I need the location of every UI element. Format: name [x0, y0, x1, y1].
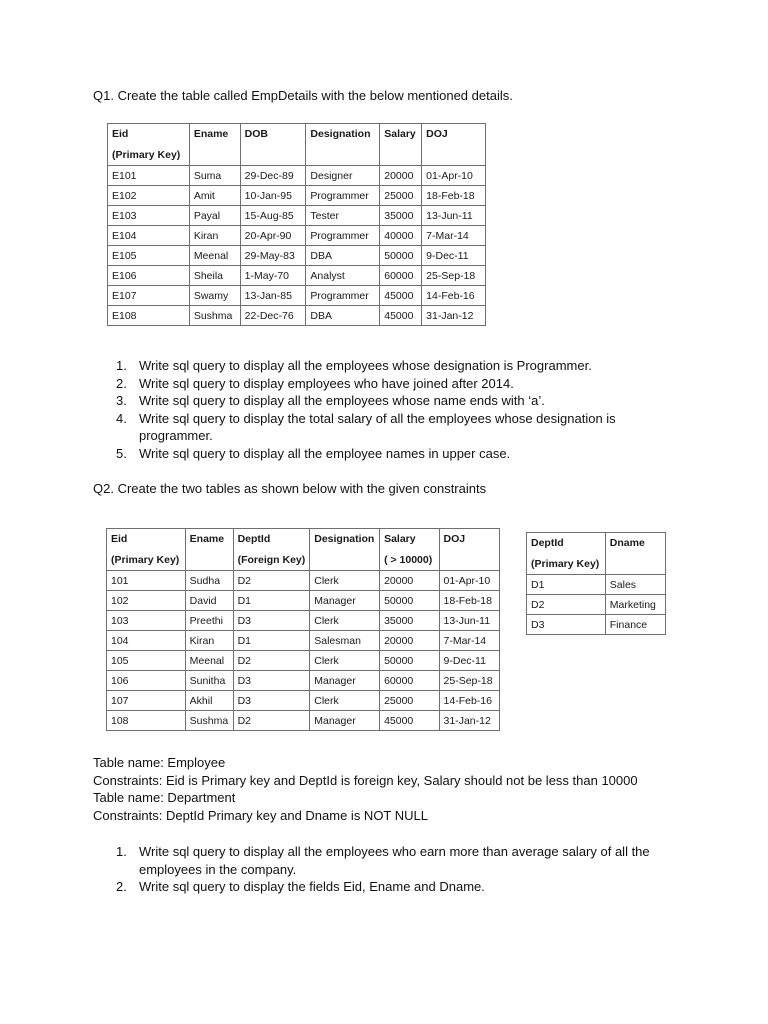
column-header: Designation [306, 124, 380, 145]
table-cell: DBA [306, 306, 380, 326]
table-cell: Clerk [310, 571, 380, 591]
table-cell: DBA [306, 246, 380, 266]
table-cell: Clerk [310, 611, 380, 631]
table-cell: Sunitha [185, 671, 233, 691]
table-cell: 01-Apr-10 [422, 166, 486, 186]
table-row [108, 286, 486, 306]
table-cell: D1 [527, 575, 606, 595]
list-item [93, 392, 653, 410]
column-header: Dname [605, 533, 665, 554]
column-header: DeptId [527, 533, 606, 554]
table-cell: 29-May-83 [240, 246, 306, 266]
table-cell: 20000 [380, 571, 439, 591]
table-cell: 14-Feb-16 [439, 691, 499, 711]
list-number: 2. [116, 879, 127, 895]
table-cell: D3 [527, 615, 606, 635]
table-cell: Marketing [605, 595, 665, 615]
list-number: 5. [116, 445, 127, 461]
table-cell: Akhil [185, 691, 233, 711]
table-cell: 25000 [380, 691, 439, 711]
constraint-line: Constraints: Eid is Primary key and DeptId is foreign key, Salary should not be less than 10000 [93, 773, 638, 788]
column-subheader [422, 145, 486, 166]
table-row [108, 206, 486, 226]
table-cell: Programmer [306, 186, 380, 206]
q2-heading: Q2. Create the two tables as shown below with the given constraints [93, 481, 487, 496]
table-row [108, 186, 486, 206]
table-cell: Analyst [306, 266, 380, 286]
table-cell: Kiran [185, 631, 233, 651]
table-cell: 35000 [380, 611, 439, 631]
question-text: Write sql query to display all the employees whose name ends with ‘a’. [139, 393, 545, 409]
table-row [107, 591, 500, 611]
employee-table [106, 528, 500, 731]
table-cell: 18-Feb-18 [439, 591, 499, 611]
table-cell: D3 [233, 611, 310, 631]
table-subheader-row [108, 145, 486, 166]
table-header-row [527, 533, 666, 554]
table-cell: 40000 [380, 226, 422, 246]
list-item [93, 357, 653, 375]
table-row [107, 691, 500, 711]
table-cell: 7-Mar-14 [439, 631, 499, 651]
table-cell: 102 [107, 591, 186, 611]
table-cell: D2 [527, 595, 606, 615]
column-subheader: ( > 10000) [380, 550, 439, 571]
table-cell: 20000 [380, 166, 422, 186]
table-row [107, 671, 500, 691]
table-row [527, 595, 666, 615]
column-subheader: (Primary Key) [527, 554, 606, 575]
column-header: Ename [189, 124, 240, 145]
column-header: Ename [185, 529, 233, 550]
column-header: DeptId [233, 529, 310, 550]
table-cell: 107 [107, 691, 186, 711]
constraint-line: Constraints: DeptId Primary key and Dname is NOT NULL [93, 808, 428, 823]
table-row [108, 166, 486, 186]
table-header-row [107, 529, 500, 550]
table-cell: 1-May-70 [240, 266, 306, 286]
column-header: Salary [380, 124, 422, 145]
column-subheader: (Primary Key) [108, 145, 190, 166]
table-cell: 18-Feb-18 [422, 186, 486, 206]
column-header: Designation [310, 529, 380, 550]
table-cell: Manager [310, 711, 380, 731]
empdetails-table [107, 123, 486, 326]
table-cell: 20-Apr-90 [240, 226, 306, 246]
table-cell: E101 [108, 166, 190, 186]
table-row [108, 246, 486, 266]
table-cell: 14-Feb-16 [422, 286, 486, 306]
column-header: Eid [107, 529, 186, 550]
table-cell: 22-Dec-76 [240, 306, 306, 326]
table-cell: Amit [189, 186, 240, 206]
table-cell: Salesman [310, 631, 380, 651]
column-header: Salary [380, 529, 439, 550]
list-number: 1. [116, 844, 127, 859]
column-subheader [189, 145, 240, 166]
table-cell: E105 [108, 246, 190, 266]
table-cell: 45000 [380, 306, 422, 326]
table-cell: 101 [107, 571, 186, 591]
column-subheader: (Primary Key) [107, 550, 186, 571]
list-item [93, 843, 673, 878]
table-cell: Manager [310, 591, 380, 611]
table-row [108, 306, 486, 326]
table-cell: 106 [107, 671, 186, 691]
table-cell: 13-Jun-11 [422, 206, 486, 226]
table-cell: 108 [107, 711, 186, 731]
table-cell: Meenal [189, 246, 240, 266]
table-cell: Programmer [306, 286, 380, 306]
column-header: DOJ [422, 124, 486, 145]
table-cell: Suma [189, 166, 240, 186]
table-cell: Swamy [189, 286, 240, 306]
column-subheader [310, 550, 380, 571]
table-cell: D3 [233, 671, 310, 691]
table-row [108, 266, 486, 286]
column-subheader [439, 550, 499, 571]
table-row [527, 575, 666, 595]
table-cell: E108 [108, 306, 190, 326]
table-cell: Clerk [310, 691, 380, 711]
table-cell: Designer [306, 166, 380, 186]
table-cell: D2 [233, 651, 310, 671]
table-cell: 50000 [380, 591, 439, 611]
table-cell: Finance [605, 615, 665, 635]
table-cell: 50000 [380, 246, 422, 266]
table-cell: 104 [107, 631, 186, 651]
column-subheader [185, 550, 233, 571]
table-cell: D2 [233, 711, 310, 731]
table-cell: 29-Dec-89 [240, 166, 306, 186]
question-text: Write sql query to display all the employees whose designation is Programmer. [139, 358, 592, 373]
column-subheader [380, 145, 422, 166]
table-cell: D1 [233, 591, 310, 611]
q1-question-list [93, 357, 653, 463]
table-cell: 9-Dec-11 [439, 651, 499, 671]
table-header-row [108, 124, 486, 145]
question-text: Write sql query to display all the employee names in upper case. [139, 445, 511, 461]
question-text: Write sql query to display employees who have joined after 2014. [139, 375, 514, 391]
column-subheader [605, 554, 665, 575]
table-cell: 13-Jan-85 [240, 286, 306, 306]
list-item [93, 375, 653, 393]
table-cell: D3 [233, 691, 310, 711]
table-cell: 31-Jan-12 [422, 306, 486, 326]
table-cell: 7-Mar-14 [422, 226, 486, 246]
table-cell: 60000 [380, 266, 422, 286]
table-cell: E103 [108, 206, 190, 226]
list-item [93, 445, 653, 463]
table-row [527, 615, 666, 635]
table-cell: Preethi [185, 611, 233, 631]
q2-question-list [93, 843, 673, 896]
table-cell: E104 [108, 226, 190, 246]
column-subheader [240, 145, 306, 166]
table-cell: 01-Apr-10 [439, 571, 499, 591]
question-text: Write sql query to display the fields Eid, Ename and Dname. [139, 879, 485, 895]
table-cell: Payal [189, 206, 240, 226]
table-cell: E102 [108, 186, 190, 206]
list-number: 4. [116, 410, 127, 426]
table-cell: Sudha [185, 571, 233, 591]
table-cell: Tester [306, 206, 380, 226]
constraint-line: Table name: Department [93, 790, 236, 805]
question-text: Write sql query to display the total salary of all the employees whose designation is programmer. [139, 410, 616, 444]
table-row [107, 711, 500, 731]
column-header: DOB [240, 124, 306, 145]
table-cell: E107 [108, 286, 190, 306]
list-item [93, 878, 673, 896]
question-text: Write sql query to display all the employees who earn more than average salary of all the employees in the company. [139, 844, 650, 877]
table-cell: Sheila [189, 266, 240, 286]
table-cell: Sushma [185, 711, 233, 731]
table-cell: 103 [107, 611, 186, 631]
table-cell: 105 [107, 651, 186, 671]
department-table [526, 532, 666, 635]
column-header: Eid [108, 124, 190, 145]
constraint-line: Table name: Employee [93, 755, 226, 770]
column-subheader: (Foreign Key) [233, 550, 310, 571]
table-cell: D2 [233, 571, 310, 591]
list-number: 3. [116, 393, 127, 409]
table-cell: Kiran [189, 226, 240, 246]
table-cell: Clerk [310, 651, 380, 671]
table-cell: 45000 [380, 286, 422, 306]
table-row [107, 631, 500, 651]
table-cell: 15-Aug-85 [240, 206, 306, 226]
table-cell: 31-Jan-12 [439, 711, 499, 731]
table-cell: David [185, 591, 233, 611]
table-cell: Sushma [189, 306, 240, 326]
table-row [107, 611, 500, 631]
table-row [108, 226, 486, 246]
table-subheader-row [527, 554, 666, 575]
table-cell: 45000 [380, 711, 439, 731]
table-cell: 50000 [380, 651, 439, 671]
table-cell: 9-Dec-11 [422, 246, 486, 266]
table-cell: 25-Sep-18 [439, 671, 499, 691]
table-cell: Programmer [306, 226, 380, 246]
table-row [107, 651, 500, 671]
table-cell: D1 [233, 631, 310, 651]
table-cell: 25000 [380, 186, 422, 206]
table-cell: 13-Jun-11 [439, 611, 499, 631]
table-cell: Sales [605, 575, 665, 595]
table-cell: 20000 [380, 631, 439, 651]
table-cell: 35000 [380, 206, 422, 226]
table-cell: 10-Jan-95 [240, 186, 306, 206]
column-header: DOJ [439, 529, 499, 550]
table-cell: Meenal [185, 651, 233, 671]
list-number: 2. [116, 375, 127, 391]
q1-heading: Q1. Create the table called EmpDetails with the below mentioned details. [93, 88, 513, 103]
list-item [93, 410, 653, 445]
table-subheader-row [107, 550, 500, 571]
column-subheader [306, 145, 380, 166]
table-cell: E106 [108, 266, 190, 286]
table-cell: 60000 [380, 671, 439, 691]
table-cell: 25-Sep-18 [422, 266, 486, 286]
table-row [107, 571, 500, 591]
table-cell: Manager [310, 671, 380, 691]
list-number: 1. [116, 358, 127, 373]
